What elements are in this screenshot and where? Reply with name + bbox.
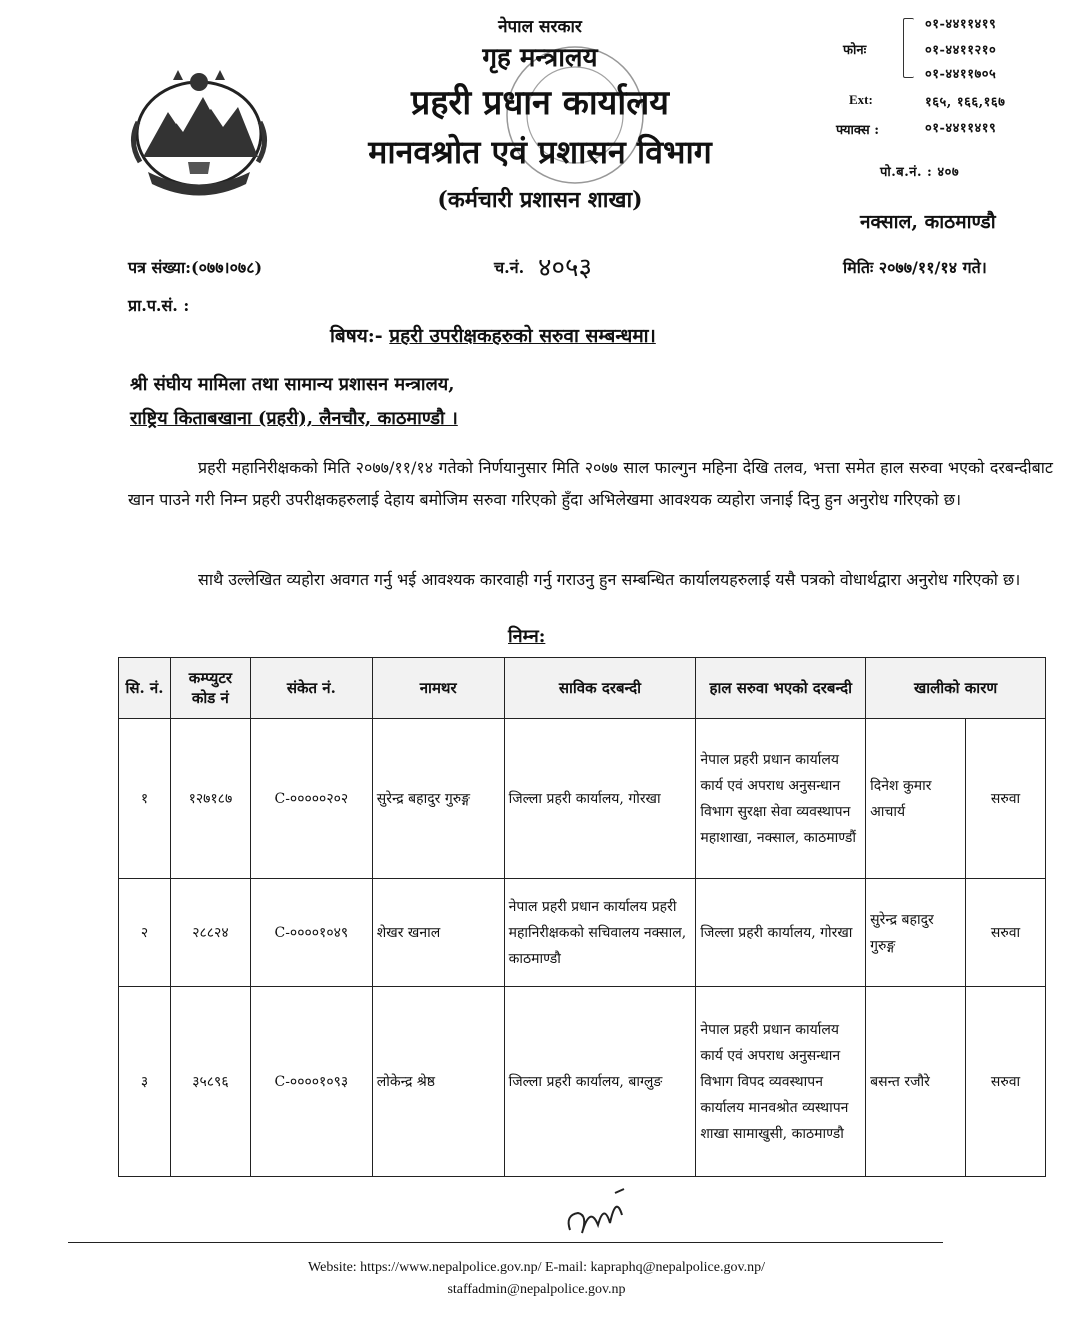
- phone-label: फोनः: [843, 43, 867, 58]
- cell-code: ३५८९६: [170, 987, 250, 1177]
- cell-name: लोकेन्द्र श्रेष्ठ: [372, 987, 504, 1177]
- chalani-label: च.नं.: [494, 258, 525, 277]
- col-header-hal: हाल सरुवा भएको दरबन्दी: [696, 658, 866, 719]
- pobox: पो.ब.नं. : ४०७: [880, 165, 960, 180]
- cell-code: २८८२४: [170, 879, 250, 987]
- body-paragraph-1: प्रहरी महानिरीक्षकको मिति २०७७/११/१४ गतेको निर्णयानुसार मिति २०७७ साल फाल्गुन महिना देखि तलव, भत्ता समेत हाल सरुवा भएको दरबन्दीबाट खान पाउने गरी निम्न प्रहरी उपरीक्षकहरुलाई देहाय बमोजिम सरुवा गरिएको हुँदा अभिलेखमा आवश्यक व्यहोरा जनाई दिनु हुन अनुरोध गरिएको छ।: [128, 458, 1053, 509]
- transfer-table: [118, 657, 1046, 1177]
- subject-label: बिषय:-: [330, 325, 383, 347]
- cell-khali-person: बसन्त रजौरे: [866, 987, 966, 1177]
- header-government: नेपाल सरकार: [498, 17, 582, 37]
- fax-label: फ्याक्स :: [836, 123, 880, 138]
- cell-sabik: जिल्ला प्रहरी कार्यालय, गोरखा: [504, 719, 696, 879]
- office-address: नक्साल, काठमाण्डौ: [860, 211, 996, 233]
- cell-name: सुरेन्द्र बहादुर गुरुङ्ग: [372, 719, 504, 879]
- header-department: मानवश्रोत एवं प्रशासन विभाग: [368, 133, 712, 171]
- footer-divider: [68, 1242, 943, 1243]
- phone-2: ०१-४४११२१०: [925, 43, 997, 58]
- col-header-sanket: संकेत नं.: [250, 658, 372, 719]
- nimn-heading: निम्न:: [508, 626, 546, 647]
- subject-text: प्रहरी उपरीक्षकहरुको सरुवा सम्बन्धमा।: [389, 325, 656, 347]
- cell-hal: नेपाल प्रहरी प्रधान कार्यालय कार्य एवं अपराध अनुसन्धान विभाग सुरक्षा सेवा व्यवस्थापन महाशाखा, नक्साल, काठमाण्डौं: [696, 719, 866, 879]
- header-ministry: गृह मन्त्रालय: [482, 43, 598, 73]
- cell-name: शेखर खनाल: [372, 879, 504, 987]
- cell-karan: सरुवा: [966, 879, 1046, 987]
- phone-1: ०१-४४११४१९: [925, 17, 997, 32]
- cell-khali-person: सुरेन्द्र बहादुर गुरुङ्ग: [866, 879, 966, 987]
- subject-line: [330, 322, 656, 348]
- footer-contact-line-1: Website: https://www.nepalpolice.gov.np/ E-mail: kapraphq@nepalpolice.gov.np/: [308, 1260, 765, 1275]
- prapasa: प्रा.प.सं. :: [128, 296, 190, 315]
- col-header-name: नामथर: [372, 658, 504, 719]
- col-header-sabik: साविक दरबन्दी: [504, 658, 696, 719]
- table-row: [119, 879, 1046, 987]
- cell-karan: सरुवा: [966, 719, 1046, 879]
- header-office: प्रहरी प्रधान कार्यालय: [411, 83, 669, 123]
- footer-contact-line-2: staffadmin@nepalpolice.gov.np: [447, 1282, 626, 1297]
- ext-label: Ext:: [849, 92, 873, 107]
- fax-value: ०१-४४११४१९: [925, 121, 997, 136]
- cell-code: १२७१८७: [170, 719, 250, 879]
- phone-3: ०१-४४११७०५: [925, 67, 997, 82]
- cell-hal: नेपाल प्रहरी प्रधान कार्यालय कार्य एवं अपराध अनुसन्धान विभाग विपद व्यवस्थापन कार्यालय मानवश्रोत व्यस्थापन शाखा सामाखुसी, काठमाण्डौ: [696, 987, 866, 1177]
- cell-sn: ३: [119, 987, 171, 1177]
- cell-sanket: C-००००१०९३: [250, 987, 372, 1177]
- signature: [560, 1185, 640, 1245]
- cell-hal: जिल्ला प्रहरी कार्यालय, गोरखा: [696, 879, 866, 987]
- ext-value: १६५, १६६,१६७: [925, 95, 1006, 110]
- patra-sankhya: पत्र संख्या:(०७७।०७८): [128, 258, 263, 277]
- col-header-code: कम्प्युटर कोड नं: [170, 658, 250, 719]
- addressee-line-2: राष्ट्रिय किताबखाना (प्रहरी), लैनचौर, काठमाण्डौ ।: [130, 408, 458, 429]
- chalani-number: ४०५३: [538, 253, 593, 283]
- cell-sabik: जिल्ला प्रहरी कार्यालय, बाग्लुङ: [504, 987, 696, 1177]
- nepal-emblem-icon: [118, 62, 280, 200]
- table-row: [119, 719, 1046, 879]
- phone-bracket: [903, 18, 914, 78]
- addressee-line-1: श्री संघीय मामिला तथा सामान्य प्रशासन मन्त्रालय,: [130, 374, 455, 395]
- cell-karan: सरुवा: [966, 987, 1046, 1177]
- body-paragraph-2: साथै उल्लेखित व्यहोरा अवगत गर्नु भई आवश्यक कारवाही गर्नु गराउनु हुन सम्बन्धित कार्यालयहरुलाई यसै पत्रको वोधार्थद्वारा अनुरोध गरिएको छ।: [198, 570, 1021, 589]
- letter-date: मितिः २०७७/११/१४ गते।: [843, 258, 987, 277]
- header-branch: (कर्मचारी प्रशासन शाखा): [437, 187, 643, 213]
- col-header-khali: खालीको कारण: [866, 658, 1046, 719]
- col-header-sn: सि. नं.: [119, 658, 171, 719]
- cell-sn: २: [119, 879, 171, 987]
- cell-sabik: नेपाल प्रहरी प्रधान कार्यालय प्रहरी महानिरीक्षकको सचिवालय नक्साल, काठमाण्डौ: [504, 879, 696, 987]
- cell-sanket: C-००००१०४९: [250, 879, 372, 987]
- table-header-row: [119, 658, 1046, 719]
- cell-sn: १: [119, 719, 171, 879]
- cell-khali-person: दिनेश कुमार आचार्य: [866, 719, 966, 879]
- cell-sanket: C-०००००२०२: [250, 719, 372, 879]
- table-row: [119, 987, 1046, 1177]
